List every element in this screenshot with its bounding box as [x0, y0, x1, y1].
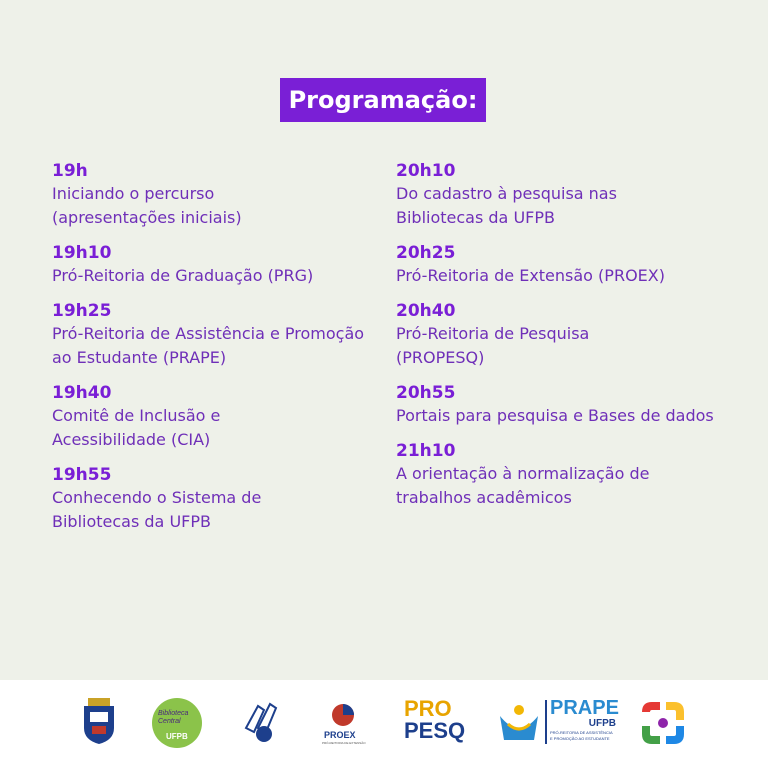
schedule-desc: Conhecendo o Sistema de Bibliotecas da UFPB [52, 488, 262, 531]
schedule-item [52, 160, 382, 230]
schedule-time: 19h10 [52, 243, 112, 263]
schedule-item [52, 300, 382, 370]
schedule-desc: Pró-Reitoria de Pesquisa (PROPESQ) [396, 324, 590, 367]
propesq-bottom: PESQ [404, 718, 466, 743]
books-logo [242, 700, 286, 744]
schedule-time: 20h10 [396, 161, 456, 181]
schedule-item [396, 300, 736, 370]
schedule-item [396, 382, 736, 428]
schedule-item [52, 242, 382, 288]
schedule-time: 19h40 [52, 383, 112, 403]
prape-title: PRAPE [550, 697, 619, 719]
schedule-desc: Pró-Reitoria de Assistência e Promoção ao Estudante (PRAPE) [52, 324, 365, 367]
proex-label: PROEX [324, 730, 356, 740]
biblioteca-central-logo [152, 698, 202, 748]
prape-logo [550, 698, 619, 742]
schedule-desc: Do cadastro à pesquisa nas Bibliotecas da UFPB [396, 184, 617, 227]
sis-logo [638, 698, 688, 748]
schedule-item [396, 440, 736, 510]
schedule-item [52, 464, 382, 534]
schedule-time: 19h55 [52, 465, 112, 485]
schedule-desc: Pró-Reitoria de Graduação (PRG) [52, 266, 314, 285]
schedule-time: 20h40 [396, 301, 456, 321]
schedule-desc: Pró-Reitoria de Extensão (PROEX) [396, 266, 665, 285]
prape-divider [545, 700, 547, 744]
schedule-item [52, 382, 382, 452]
propesq-logo [404, 698, 465, 742]
schedule-time: 20h55 [396, 383, 456, 403]
schedule-item [396, 160, 736, 230]
biblioteca-logo-sub: UFPB [166, 732, 188, 741]
schedule-desc: Iniciando o percurso (apresentações iniciais) [52, 184, 242, 227]
propesq-top: PRO [404, 696, 452, 721]
schedule-time: 19h25 [52, 301, 112, 321]
prape-sub2: E PROMOÇÃO AO ESTUDANTE [550, 736, 610, 741]
prape-sub1: PRÓ-REITORIA DE ASSISTÊNCIA [550, 730, 613, 735]
prape-ufpb: UFPB [588, 718, 616, 729]
schedule-item [396, 242, 736, 288]
schedule-desc: A orientação à normalização de trabalhos acadêmicos [396, 464, 650, 507]
proex-icon [330, 702, 356, 728]
proex-sub-label: PRÓ-REITORIA DE EXTENSÃO [322, 741, 366, 745]
schedule-time: 20h25 [396, 243, 456, 263]
schedule-desc: Comitê de Inclusão e Acessibilidade (CIA) [52, 406, 221, 449]
page-title: Programação: [280, 78, 486, 122]
ufpb-crest-icon [82, 696, 116, 746]
schedule-time: 21h10 [396, 441, 456, 461]
schedule-desc: Portais para pesquisa e Bases de dados [396, 406, 714, 425]
schedule-right-column [396, 160, 736, 522]
schedule-time: 19h [52, 161, 88, 181]
biblioteca-logo-text: Biblioteca Central [158, 710, 189, 725]
schedule-left-column [52, 160, 382, 546]
prape-people-icon [496, 700, 542, 746]
